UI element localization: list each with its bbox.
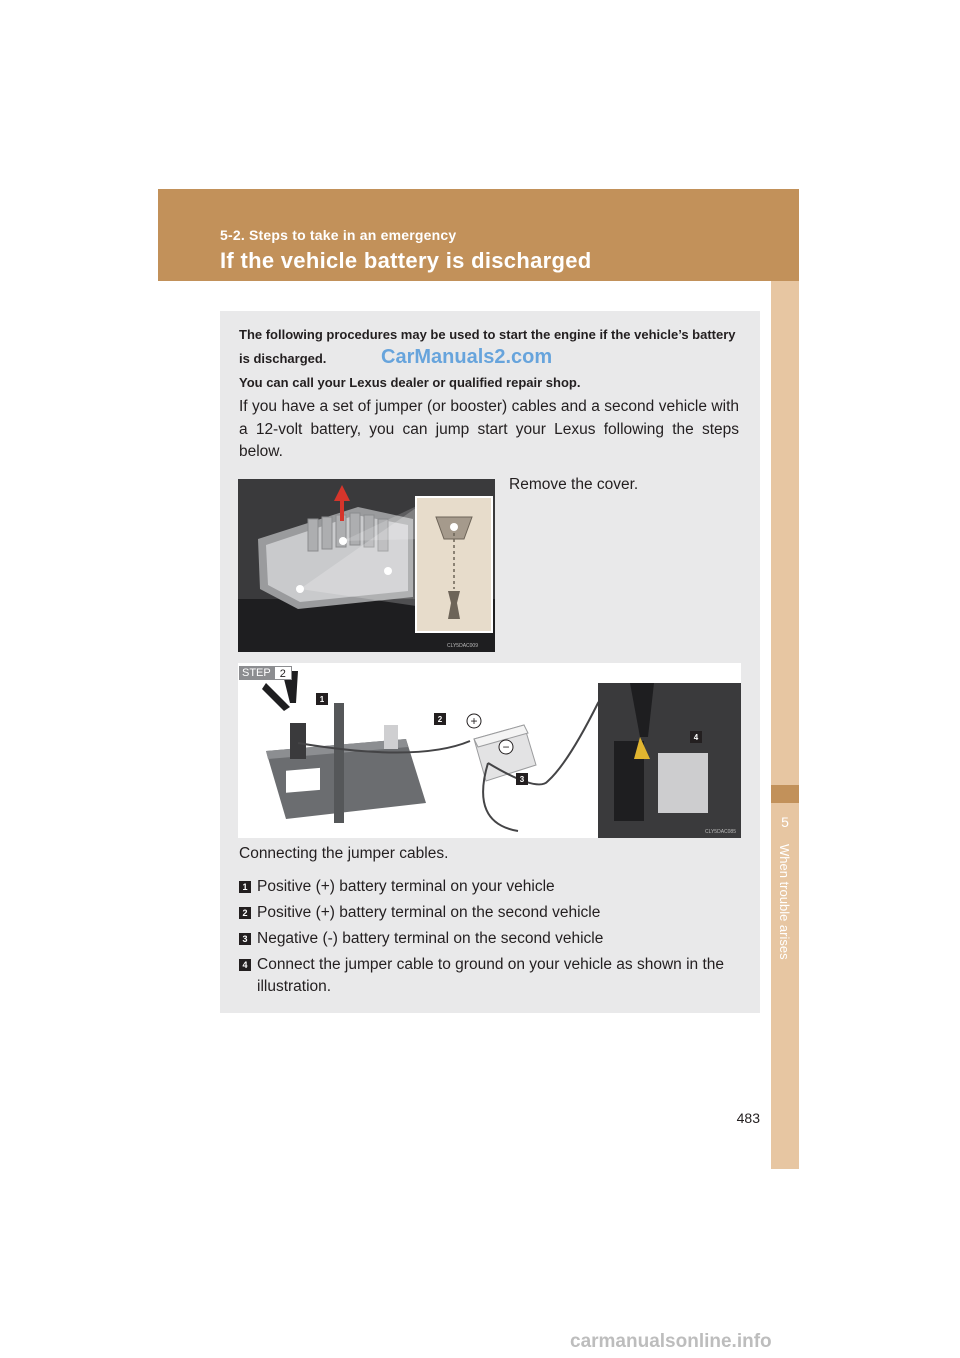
callout-2: 2	[437, 715, 443, 724]
legend-item	[239, 902, 739, 924]
legend-text: Negative (-) battery terminal on the second vehicle	[257, 930, 604, 947]
watermark-top: CarManuals2.com	[381, 346, 553, 368]
legend-text: Connect the jumper cable to ground on your vehicle as shown in the illustration.	[257, 956, 725, 995]
minus-symbol: −	[502, 740, 510, 754]
engine-cover-illustration	[238, 479, 495, 652]
legend-text: Positive (+) battery terminal on your vehicle	[257, 878, 555, 895]
step-word: STEP	[239, 666, 274, 680]
plus-symbol: +	[470, 714, 478, 728]
chapter-tab[interactable]	[771, 785, 799, 803]
legend-item	[239, 876, 739, 898]
image-code: CLY5DAC009	[446, 643, 478, 649]
chapter-name: When trouble arises	[777, 844, 792, 960]
legend-text: Positive (+) battery terminal on the second vehicle	[257, 904, 601, 921]
watermark-bottom: carmanualsonline.info	[570, 1331, 772, 1352]
callout-4: 4	[693, 733, 699, 742]
page-title: If the vehicle battery is discharged	[220, 248, 592, 273]
chapter-side-strip	[771, 281, 799, 1169]
body-paragraph: If you have a set of jumper (or booster) cables and a second vehicle with a 12-volt battery, you can jump start your Lexus following the steps below.	[239, 398, 739, 460]
jumper-cable-connection-illustration	[238, 663, 741, 838]
legend-key: 4	[239, 959, 251, 971]
legend-key: 1	[239, 881, 251, 893]
step-number: 2	[274, 666, 292, 680]
step-1-text: Remove the cover.	[509, 476, 639, 493]
callout-1: 1	[319, 695, 325, 704]
chapter-number: 5	[781, 814, 789, 830]
legend-item	[239, 928, 739, 950]
page-number: 483	[736, 1110, 760, 1126]
intro-line: The following procedures may be used to start the engine if the vehicle’s battery is discharged.	[239, 327, 736, 366]
callout-3: 3	[519, 775, 525, 784]
legend-item	[239, 954, 739, 998]
image-code: CLY5DAC085	[704, 829, 736, 835]
step-2-badge	[239, 666, 292, 680]
connect-title: Connecting the jumper cables.	[239, 845, 449, 862]
legend-key: 3	[239, 933, 251, 945]
section-label: 5-2. Steps to take in an emergency	[220, 227, 457, 243]
intro-line: You can call your Lexus dealer or qualified repair shop.	[239, 375, 581, 390]
legend-key: 2	[239, 907, 251, 919]
